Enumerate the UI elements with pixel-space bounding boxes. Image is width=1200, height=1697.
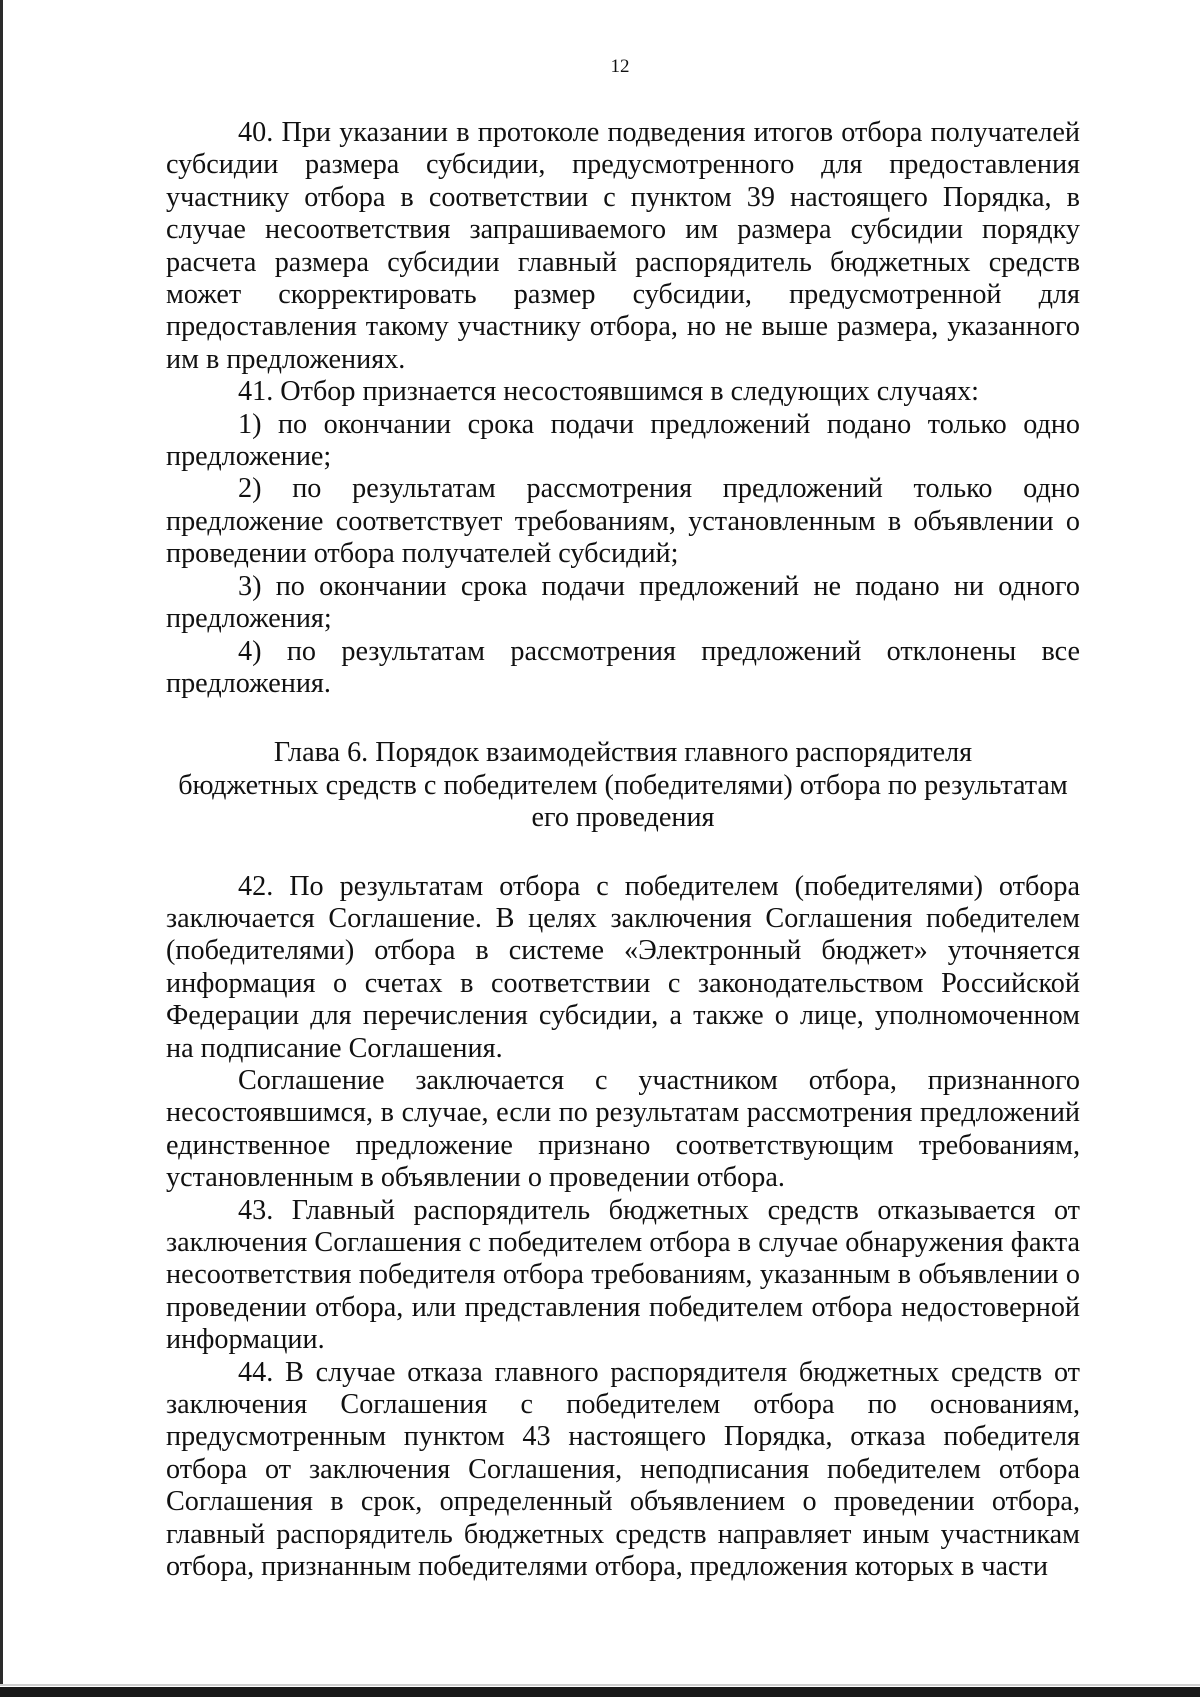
paragraph-42-agreement: Соглашение заключается с участником отбора, признанного несостоявшимся, в случае, если по результатам рассмотрения предложений единственное предложение признано соответствующим требованиям, установленным в объявлении о проведении отбора. xyxy=(166,1064,1080,1194)
chapter-heading xyxy=(166,737,1080,834)
list-item-4: 4) по результатам рассмотрения предложений отклонены все предложения. xyxy=(166,635,1080,699)
paragraph-44: 44. В случае отказа главного распорядителя бюджетных средств от заключения Соглашения с победителем отбора по основаниям, предусмотренным пунктом 43 настоящего Порядка, отказа победителя отбора от заключения Соглашения, неподписания победителем отбора Соглашения в срок, определенный объявлением о проведении отбора, главный распорядитель бюджетных средств направляет иным участникам отбора, признанным победителями отбора, предложения которых в части xyxy=(166,1356,1080,1583)
chapter-heading-line-2: бюджетных средств с победителем (победителями) отбора по результатам xyxy=(178,769,1068,801)
document-body xyxy=(166,117,1080,1583)
page-number: 12 xyxy=(610,56,630,77)
list-item-3: 3) по окончании срока подачи предложений не подано ни одного предложения; xyxy=(166,570,1080,635)
scan-left-edge xyxy=(0,0,3,1685)
chapter-heading-line-1: Глава 6. Порядок взаимодействия главного распорядителя xyxy=(273,737,973,769)
paragraph-41: 41. Отбор признается несостоявшимся в следующих случаях: xyxy=(238,376,980,408)
paragraph-42: 42. По результатам отбора с победителем (победителями) отбора заключается Соглашение. В целях заключения Соглашения победителем (победителями) отбора в системе «Электронный бюджет» уточняется информация о счетах в соответствии с законодательством Российской Федерации для перечисления субсидии, а также о лице, уполномоченном на подписание Соглашения. xyxy=(166,870,1080,1064)
list-item-1: 1) по окончании срока подачи предложений подано только одно предложение; xyxy=(166,408,1080,473)
chapter-heading-line-3: его проведения xyxy=(531,802,715,834)
paragraph-43: 43. Главный распорядитель бюджетных средств отказывается от заключения Соглашения с победителем отбора в случае обнаружения факта несоответствия победителя отбора требованиям, указанным в объявлении о проведении отбора, или представления победителем отбора недостоверной информации. xyxy=(166,1194,1080,1356)
list-item-2: 2) по результатам рассмотрения предложений только одно предложение соответствует требованиям, установленным в объявлении о проведении отбора получателей субсидий; xyxy=(166,473,1080,570)
paragraph-40: 40. При указании в протоколе подведения итогов отбора получателей субсидии размера субсидии, предусмотренного для предоставления участнику отбора в соответствии с пунктом 39 настоящего Порядка, в случае несоответствия запрашиваемого им размера субсидии порядку расчета размера субсидии главный распорядитель бюджетных средств может скорректировать размер субсидии, предусмотренной для предоставления такому участнику отбора, но не выше размера, указанного им в предложениях. xyxy=(166,117,1080,375)
scan-bottom-edge xyxy=(0,1687,1200,1697)
